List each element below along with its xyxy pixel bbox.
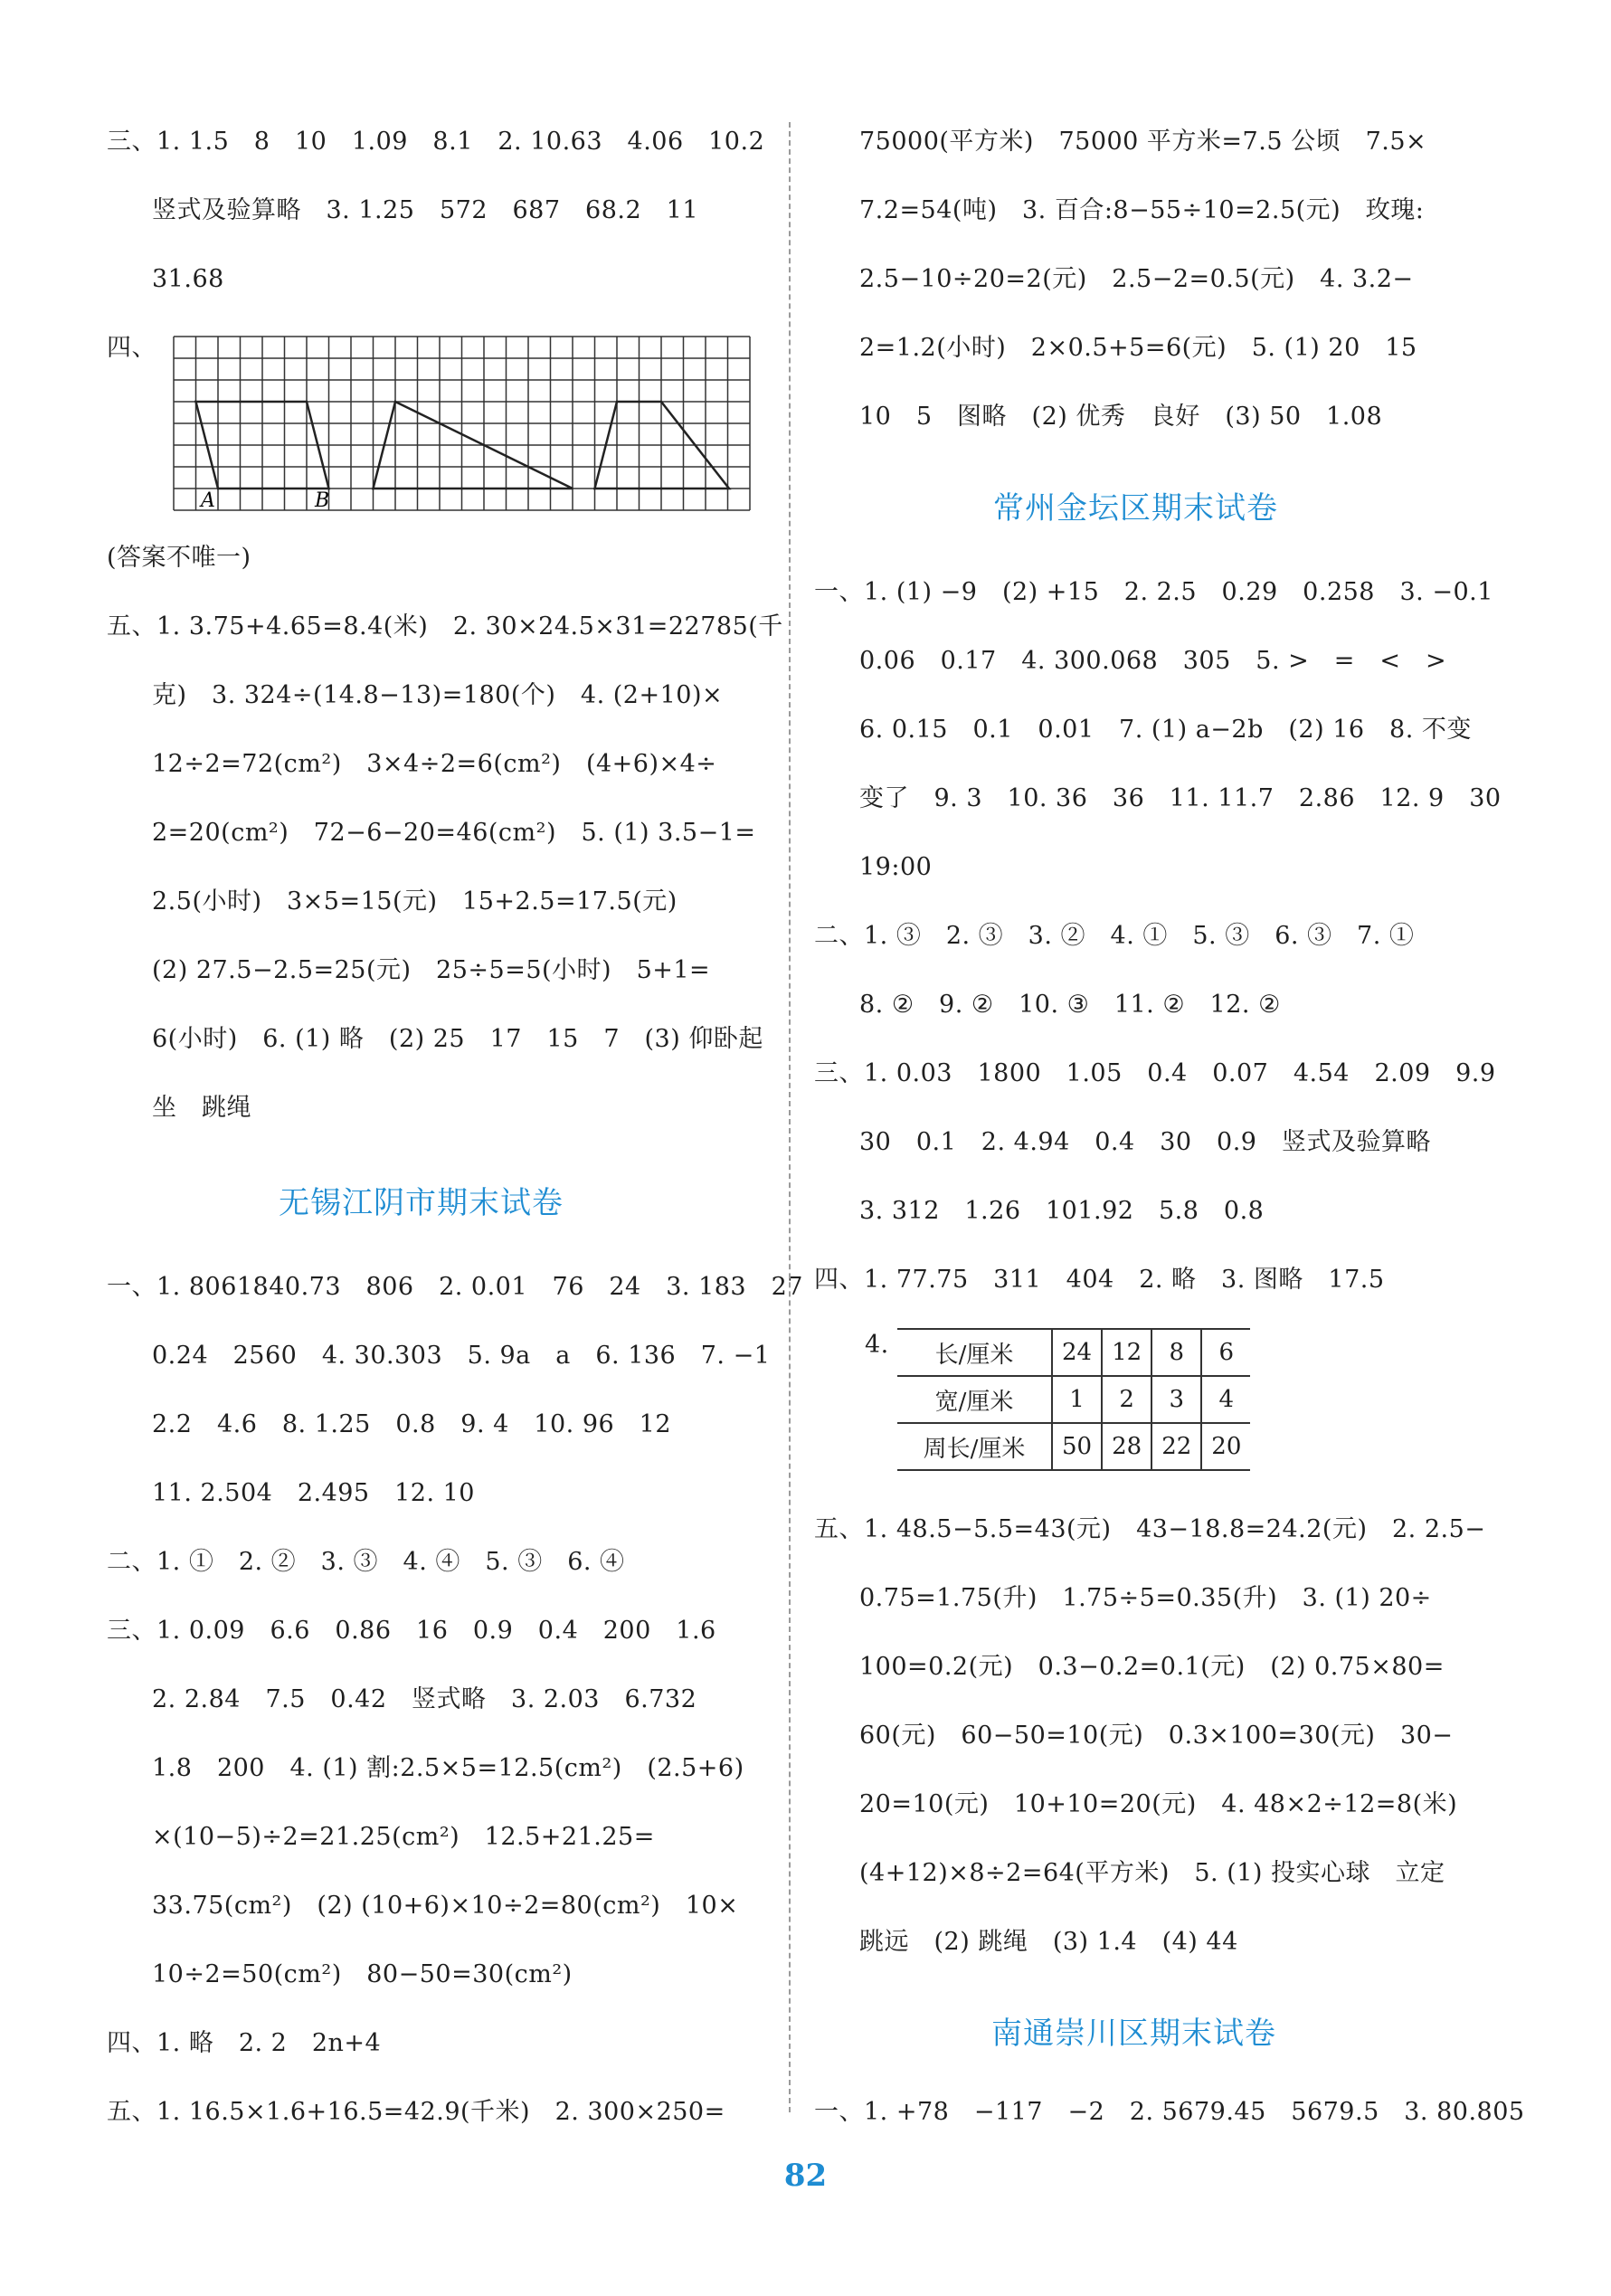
answer-line: ×(10−5)÷2=21.25(cm²) 12.5+21.25= [152,1823,655,1851]
answer-line: 变了 9. 3 10. 36 36 11. 11.7 2.86 12. 9 30 [859,784,1502,812]
section-title-wuxi: 无锡江阴市期末试卷 [279,1185,564,1221]
answer-line: 2. 2.84 7.5 0.42 竖式略 3. 2.03 6.732 [152,1685,697,1713]
answer-line: 一、1. +78 −117 −2 2. 5679.45 5679.5 3. 80.805 [814,2098,1525,2126]
table-cell: 12 [1102,1329,1151,1376]
dimension-table [897,1328,1250,1471]
answer-line: 0.06 0.17 4. 300.068 305 5. > = < > [859,647,1447,675]
section-title-changzhou: 常州金坛区期末试卷 [993,490,1278,527]
answer-line: 四、1. 77.75 311 404 2. 略 3. 图略 17.5 [814,1266,1385,1294]
answer-line: 30 0.1 2. 4.94 0.4 30 0.9 竖式及验算略 [859,1128,1431,1156]
answer-line: 20=10(元) 10+10=20(元) 4. 48×2÷12=8(米) [859,1790,1458,1818]
table-cell: 6 [1201,1329,1250,1376]
answer-line: 二、1. ③ 2. ③ 3. ② 4. ① 5. ③ 6. ③ 7. ① [814,922,1415,950]
table-cell: 50 [1052,1423,1102,1470]
table-row [897,1329,1250,1376]
table-row [897,1423,1250,1470]
table-cell: 长/厘米 [897,1329,1052,1376]
answer-line: 0.75=1.75(升) 1.75÷5=0.35(升) 3. (1) 20÷ [859,1584,1432,1612]
table-cell: 周长/厘米 [897,1423,1052,1470]
answer-line: (2) 27.5−2.5=25(元) 25÷5=5(小时) 5+1= [152,956,711,984]
answer-line: 2=20(cm²) 72−6−20=46(cm²) 5. (1) 3.5−1= [152,819,756,847]
answer-line: 12÷2=72(cm²) 3×4÷2=6(cm²) (4+6)×4÷ [152,750,717,778]
answer-line: 31.68 [152,265,224,293]
grid-lines [174,337,750,510]
table-cell: 2 [1102,1376,1151,1423]
table-cell: 20 [1201,1423,1250,1470]
answer-line: 7.2=54(吨) 3. 百合:8−55÷10=2.5(元) 玫瑰: [859,196,1425,224]
table-row [897,1376,1250,1423]
point-b-label: B [315,489,330,512]
answer-line: 6(小时) 6. (1) 略 (2) 25 17 15 7 (3) 仰卧起 [152,1025,763,1053]
table-cell: 24 [1052,1329,1102,1376]
page-number: 82 [783,2158,828,2194]
answer-line: 60(元) 60−50=10(元) 0.3×100=30(元) 30− [859,1722,1454,1750]
answer-line: (4+12)×8÷2=64(平方米) 5. (1) 投实心球 立定 [859,1859,1445,1887]
answer-line: 三、1. 0.09 6.6 0.86 16 0.9 0.4 200 1.6 [107,1617,716,1645]
answer-line: 五、1. 3.75+4.65=8.4(米) 2. 30×24.5×31=22785(千 [107,612,783,640]
answer-line: 100=0.2(元) 0.3−0.2=0.1(元) (2) 0.75×80= [859,1653,1445,1681]
table-cell: 8 [1151,1329,1201,1376]
answer-line: 三、1. 0.03 1800 1.05 0.4 0.07 4.54 2.09 9.9 [814,1059,1496,1087]
table-cell: 22 [1151,1423,1201,1470]
grid-figure [172,335,769,512]
answer-line: 2.5(小时) 3×5=15(元) 15+2.5=17.5(元) [152,887,678,916]
answer-line: 10 5 图略 (2) 优秀 良好 (3) 50 1.08 [859,403,1383,431]
answer-line: 10÷2=50(cm²) 80−50=30(cm²) [152,1960,573,1988]
answer-line: 6. 0.15 0.1 0.01 7. (1) a−2b (2) 16 8. 不变 [859,716,1472,744]
answer-line: 2=1.2(小时) 2×0.5+5=6(元) 5. (1) 20 15 [859,334,1417,362]
table-cell: 宽/厘米 [897,1376,1052,1423]
answer-line: 跳远 (2) 跳绳 (3) 1.4 (4) 44 [859,1928,1238,1956]
answer-line: 四、 [107,334,156,362]
answer-line: 2.2 4.6 8. 1.25 0.8 9. 4 10. 96 12 [152,1410,672,1438]
section-title-nantong: 南通崇川区期末试卷 [991,2016,1276,2052]
column-divider [789,122,791,2112]
answer-line: 一、1. 8061840.73 806 2. 0.01 76 24 3. 183 27 [107,1273,803,1301]
point-a-label: A [201,489,215,512]
answer-line: 33.75(cm²) (2) (10+6)×10÷2=80(cm²) 10× [152,1892,739,1920]
answer-line: 11. 2.504 2.495 12. 10 [152,1479,475,1507]
answer-note: (答案不唯一) [107,544,251,572]
answer-line: 四、1. 略 2. 2 2n+4 [107,2029,382,2057]
table-cell: 1 [1052,1376,1102,1423]
answer-line: 二、1. ① 2. ② 3. ③ 4. ④ 5. ③ 6. ④ [107,1548,625,1576]
answer-line: 75000(平方米) 75000 平方米=7.5 公顷 7.5× [859,128,1427,156]
table-cell: 28 [1102,1423,1151,1470]
table-cell: 3 [1151,1376,1201,1423]
answer-line: 克) 3. 324÷(14.8−13)=180(个) 4. (2+10)× [152,681,724,709]
answer-line: 19:00 [859,853,933,881]
table-cell: 4 [1201,1376,1250,1423]
answer-line: 竖式及验算略 3. 1.25 572 687 68.2 11 [152,196,699,224]
answer-line: 一、1. (1) −9 (2) +15 2. 2.5 0.29 0.258 3. −0.1 [814,578,1493,606]
answer-line: 4. [865,1331,889,1359]
answer-line: 3. 312 1.26 101.92 5.8 0.8 [859,1197,1265,1225]
answer-line: 2.5−10÷20=2(元) 2.5−2=0.5(元) 4. 3.2− [859,265,1414,293]
answer-line: 8. ② 9. ② 10. ③ 11. ② 12. ② [859,991,1281,1019]
answer-line: 五、1. 16.5×1.6+16.5=42.9(千米) 2. 300×250= [107,2098,725,2126]
answer-line: 五、1. 48.5−5.5=43(元) 43−18.8=24.2(元) 2. 2.5− [814,1515,1486,1543]
answer-line: 三、1. 1.5 8 10 1.09 8.1 2. 10.63 4.06 10.2 [107,128,765,156]
answer-line: 0.24 2560 4. 30.303 5. 9a a 6. 136 7. −1 [152,1342,771,1370]
answer-line: 1.8 200 4. (1) 割:2.5×5=12.5(cm²) (2.5+6) [152,1754,744,1782]
answer-line: 坐 跳绳 [152,1094,251,1122]
